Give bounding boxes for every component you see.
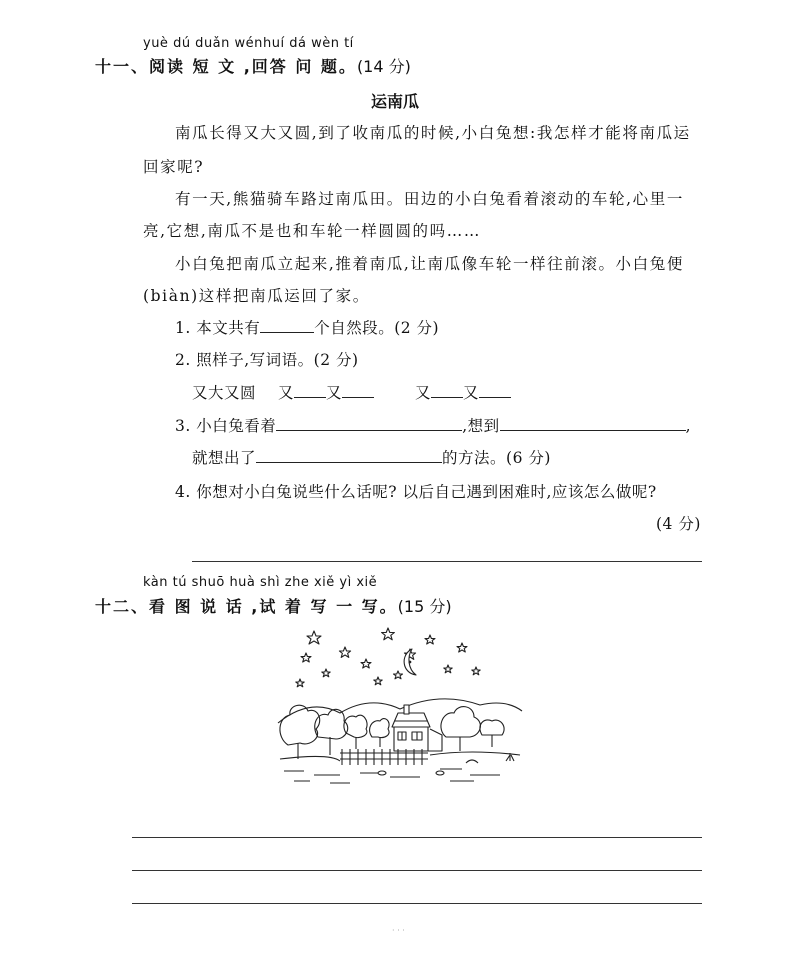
question-1-answer-blank[interactable] (260, 318, 314, 333)
section12-pinyin-look: kàn tú shuō huà (143, 575, 256, 590)
question-2-pattern-2 (415, 381, 511, 403)
section12-title-text: 十二、看 图 说 话 ,试 着 写 一 写。 (95, 597, 398, 616)
night-cottage-illustration (270, 625, 528, 787)
writing-line-2[interactable] (132, 870, 702, 871)
question-3-middle: ,想到 (462, 417, 500, 435)
question-3-line-2 (192, 446, 551, 468)
page-footer-mark: · · · (392, 926, 405, 935)
question-2-pattern-1 (278, 381, 374, 403)
question-3-comma: , (685, 417, 692, 435)
writing-line-1[interactable] (132, 837, 702, 838)
question-4-answer-line[interactable] (192, 561, 702, 562)
paragraph-3-line-2: (biàn)这样把南瓜运回了家。 (143, 287, 370, 305)
you-char: 又 (278, 384, 295, 402)
question-2-blank-4[interactable] (479, 383, 511, 398)
question-3-blank-1[interactable] (276, 416, 462, 431)
you-char: 又 (463, 384, 480, 402)
question-2-blank-1[interactable] (294, 383, 326, 398)
section11-title-text: 十一、阅读 短 文 ,回答 问 题。 (95, 57, 357, 76)
question-1 (175, 316, 439, 338)
section11-score: (14 分) (356, 57, 411, 76)
question-3-suffix: 的方法。(6 分) (442, 449, 551, 467)
question-3-line-1 (175, 414, 691, 436)
you-char: 又 (415, 384, 432, 402)
question-1-prefix: 1. 本文共有 (175, 319, 261, 337)
section11-pinyin-reading: yuè dú duǎn wén (143, 36, 263, 51)
section12-pinyin-write: shì zhe xiě yì xiě (260, 575, 378, 590)
star-icon (296, 628, 480, 687)
article-title: 运南瓜 (371, 92, 420, 111)
question-3-blank-2[interactable] (500, 416, 686, 431)
paragraph-2-line-2: 亮,它想,南瓜不是也和车轮一样圆圆的吗…… (143, 222, 481, 240)
you-char: 又 (326, 384, 343, 402)
question-1-suffix: 个自然段。(2 分) (314, 319, 440, 337)
question-3-prefix-2: 就想出了 (192, 449, 257, 467)
tree-icon (370, 707, 505, 751)
question-2-blank-3[interactable] (431, 383, 463, 398)
question-2: 2. 照样子,写词语。(2 分) (175, 351, 359, 369)
section12-title (95, 594, 452, 617)
section11-title (95, 54, 411, 77)
question-4: 4. 你想对小白兔说些什么话呢? 以后自己遇到困难时,应该怎么做呢? (175, 483, 657, 501)
question-3-blank-3[interactable] (256, 448, 442, 463)
cottage-icon (392, 705, 442, 751)
paragraph-1-line-2: 回家呢? (143, 158, 205, 176)
question-2-example: 又大又圆 (192, 384, 257, 402)
writing-line-3[interactable] (132, 903, 702, 904)
section12-score: (15 分) (397, 597, 452, 616)
section11-pinyin-answer: huí dá wèn tí (263, 36, 354, 51)
question-4-score: (4 分) (656, 515, 701, 533)
paragraph-2-line-1: 有一天,熊猫骑车路过南瓜田。田边的小白兔看着滚动的车轮,心里一 (175, 190, 684, 208)
paragraph-1-line-1: 南瓜长得又大又圆,到了收南瓜的时候,小白兔想:我怎样才能将南瓜运 (175, 124, 691, 142)
question-2-blank-2[interactable] (342, 383, 374, 398)
question-3-prefix: 3. 小白兔看着 (175, 417, 277, 435)
paragraph-3-line-1: 小白兔把南瓜立起来,推着南瓜,让南瓜像车轮一样往前滚。小白兔便 (175, 255, 684, 273)
